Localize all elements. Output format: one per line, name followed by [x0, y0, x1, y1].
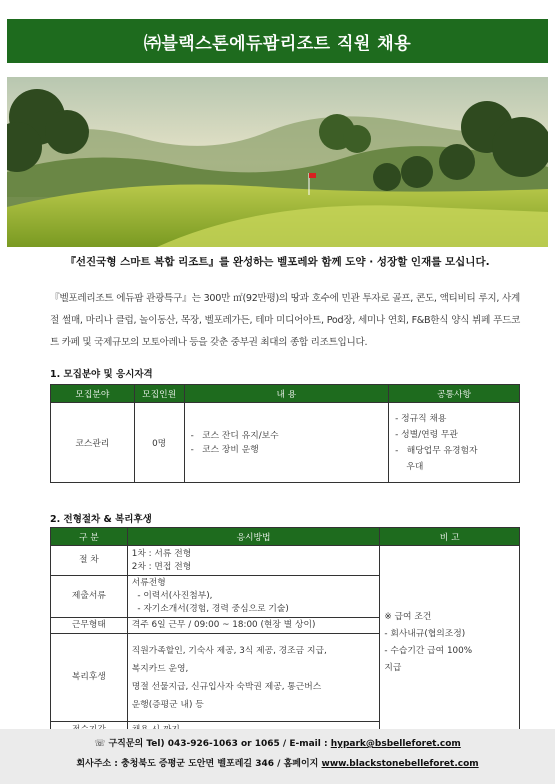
row-label: 절 차	[51, 546, 128, 576]
header-note: 비 고	[380, 528, 520, 546]
row-line: 복지카드 운영,	[131, 663, 189, 674]
page-title: ㈜블랙스톤에듀팜리조트 직원 채용	[7, 19, 548, 63]
row-content	[127, 618, 380, 634]
row-content	[127, 546, 380, 576]
row-line: 운행(증평군 내) 등	[131, 699, 204, 710]
common-cell	[389, 403, 520, 483]
note-line: ※ 급여 조건	[384, 611, 432, 622]
row-content	[127, 576, 380, 618]
address-line	[0, 756, 555, 769]
row-line: - 이력서(사진첨부),	[131, 591, 213, 601]
section1-title: 1. 모집분야 및 응시자격	[50, 369, 153, 380]
header-field: 모집분야	[51, 385, 135, 403]
section2-title: 2. 전형절차 & 복리후생	[50, 514, 152, 525]
row-line: 격주 6일 근무 / 09:00 ~ 18:00 (현장 별 상이)	[131, 620, 316, 630]
header-method: 응시방법	[127, 528, 380, 546]
procedure-benefits-table	[50, 527, 520, 740]
row-line: 직원가족할인, 기숙사 제공, 3식 제공, 경조금 지급,	[131, 645, 327, 656]
contact-line	[0, 736, 555, 749]
hero-golf-course-image	[7, 77, 548, 247]
row-label: 제출서류	[51, 576, 128, 618]
note-line: - 회사내규(협의조정)	[384, 628, 466, 639]
row-line: 1차 : 서류 전형	[131, 548, 192, 559]
phone-icon: ☏	[94, 739, 106, 749]
common-line: 우대	[395, 461, 424, 472]
tagline: 『선진국형 스마트 복합 리조트』를 완성하는 벨포레와 함께 도약 · 성장할 인재를 모십니다.	[65, 256, 490, 268]
content-cell	[184, 403, 389, 483]
row-label: 근무형태	[51, 618, 128, 634]
header-content: 내 용	[184, 385, 389, 403]
row-line: 명절 선물지급, 신규입사자 숙박권 제공, 통근버스	[131, 681, 322, 692]
row-line: 서류전형	[131, 578, 166, 588]
contact-footer	[0, 729, 555, 784]
note-line: 지급	[384, 662, 402, 673]
table-row	[51, 403, 520, 483]
recruitment-field-table	[50, 384, 520, 483]
content-line: - 코스 잔디 유지/보수	[190, 430, 279, 441]
row-line: 2차 : 면접 전형	[131, 561, 192, 572]
header-common: 공통사항	[389, 385, 520, 403]
row-content	[127, 634, 380, 722]
common-line: - 해당업무 유경험자	[395, 445, 478, 456]
header-category: 구 분	[51, 528, 128, 546]
common-line: - 정규직 채용	[395, 413, 447, 424]
row-line: - 자기소개서(경험, 경력 중심으로 기술)	[131, 604, 289, 614]
field-cell: 코스관리	[51, 403, 135, 483]
count-cell: 0명	[134, 403, 184, 483]
content-line: - 코스 장비 운행	[190, 444, 259, 455]
note-cell	[380, 546, 520, 740]
address-text: 회사주소 : 충청북도 증평군 도안면 벨포레길 346 / 홈페이지	[76, 759, 322, 769]
row-label: 복리후생	[51, 634, 128, 722]
contact-text: 구직문의 Tel) 043-926-1063 or 1065 / E-mail :	[108, 739, 331, 749]
note-line: - 수습기간 급여 100%	[384, 645, 473, 656]
table-header-row	[51, 528, 520, 546]
common-line: - 성별/연령 무관	[395, 429, 458, 440]
table-header-row	[51, 385, 520, 403]
intro-paragraph: 『벨포레리조트 에듀팜 관광특구』는 300만 ㎡(92만평)의 땅과 호수에 민관 투자로 골프, 콘도, 액티비티 루지, 사계절 썰매, 마리나 클럽, 놀이동산, 목장, 벨포레가든, 테마 미디어아트, Pod장, 세미나 연회, F&B한식 양식 뷔페 푸드코트 카페 및 국제규모의 모토아레나 등을 갖춘 중부권 최대의 종합 리조트입니다.	[50, 293, 520, 348]
table-row	[51, 546, 520, 576]
header-count: 모집인원	[134, 385, 184, 403]
email-link[interactable]: hypark@bsbelleforet.com	[330, 739, 461, 749]
homepage-link[interactable]: www.blackstonebelleforet.com	[321, 759, 479, 769]
golf-course-illustration	[7, 77, 548, 247]
